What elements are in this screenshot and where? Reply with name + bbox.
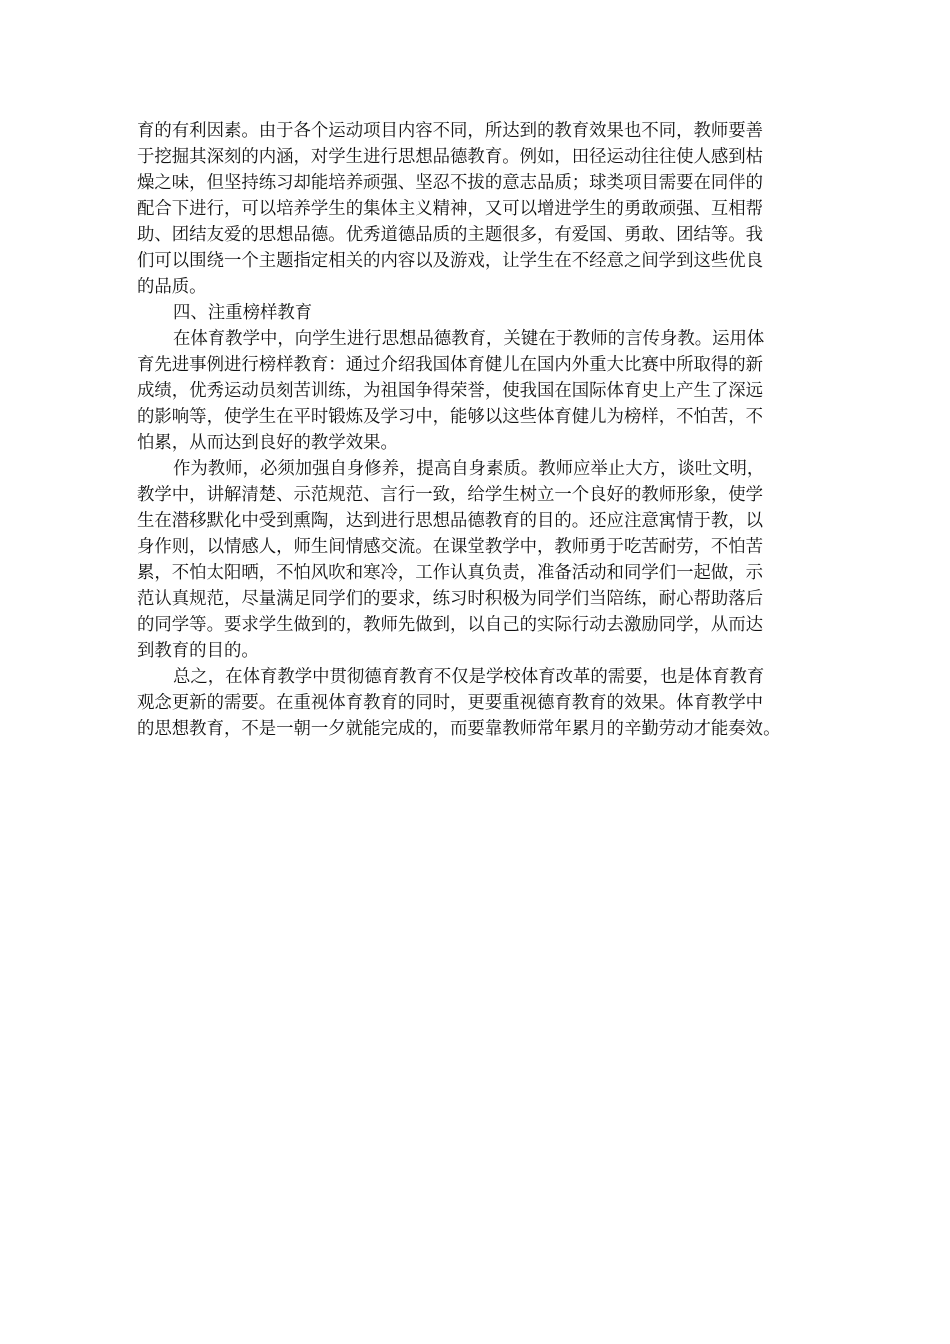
text-line: 的同学等。要求学生做到的，教师先做到，以自己的实际行动去激励同学，从而达 <box>137 615 764 635</box>
text-line: 的影响等，使学生在平时锻炼及学习中，能够以这些体育健儿为榜样，不怕苦，不 <box>137 407 764 427</box>
text-line: 到教育的目的。 <box>137 641 259 661</box>
paragraph-first-line: 四、注重榜样教育 <box>173 303 313 323</box>
text-line: 怕累，从而达到良好的教学效果。 <box>137 433 398 453</box>
text-line: 育的有利因素。由于各个运动项目内容不同，所达到的教育效果也不同，教师要善 <box>137 121 764 141</box>
document-body <box>137 118 837 742</box>
text-line: 助、团结友爱的思想品德。优秀道德品质的主题很多，有爱国、勇敢、团结等。我 <box>137 225 764 245</box>
text-line: 于挖掘其深刻的内涵，对学生进行思想品德教育。例如，田径运动往往使人感到枯 <box>137 147 764 167</box>
text-line: 育先进事例进行榜样教育：通过介绍我国体育健儿在国内外重大比赛中所取得的新 <box>137 355 764 375</box>
text-line: 生在潜移默化中受到熏陶，达到进行思想品德教育的目的。还应注意寓情于教，以 <box>137 511 764 531</box>
text-line: 教学中，讲解清楚、示范规范、言行一致，给学生树立一个良好的教师形象，使学 <box>137 485 764 505</box>
text-line: 燥之味，但坚持练习却能培养顽强、坚忍不拔的意志品质；球类项目需要在同伴的 <box>137 173 764 193</box>
paragraph-first-line: 总之，在体育教学中贯彻德育教育不仅是学校体育改革的需要，也是体育教育 <box>173 667 765 687</box>
text-line: 累，不怕太阳晒，不怕风吹和寒冷，工作认真负责，准备活动和同学们一起做，示 <box>137 563 764 583</box>
text-line: 们可以围绕一个主题指定相关的内容以及游戏，让学生在不经意之间学到这些优良 <box>137 251 764 271</box>
paragraph-first-line: 作为教师，必须加强自身修养，提高自身素质。教师应举止大方，谈吐文明， <box>173 459 765 479</box>
text-line: 的品质。 <box>137 277 207 297</box>
text-line: 身作则，以情感人，师生间情感交流。在课堂教学中，教师勇于吃苦耐劳，不怕苦 <box>137 537 764 557</box>
text-line: 成绩，优秀运动员刻苦训练，为祖国争得荣誉，使我国在国际体育史上产生了深远 <box>137 381 764 401</box>
text-line: 配合下进行，可以培养学生的集体主义精神，又可以增进学生的勇敢顽强、互相帮 <box>137 199 764 219</box>
text-line: 的思想教育，不是一朝一夕就能完成的，而要靠教师常年累月的辛勤劳动才能奏效。 <box>137 719 781 739</box>
text-line: 观念更新的需要。在重视体育教育的同时，更要重视德育教育的效果。体育教学中 <box>137 693 764 713</box>
paragraph-first-line: 在体育教学中，向学生进行思想品德教育，关键在于教师的言传身教。运用体 <box>173 329 765 349</box>
text-line: 范认真规范，尽量满足同学们的要求，练习时积极为同学们当陪练，耐心帮助落后 <box>137 589 764 609</box>
